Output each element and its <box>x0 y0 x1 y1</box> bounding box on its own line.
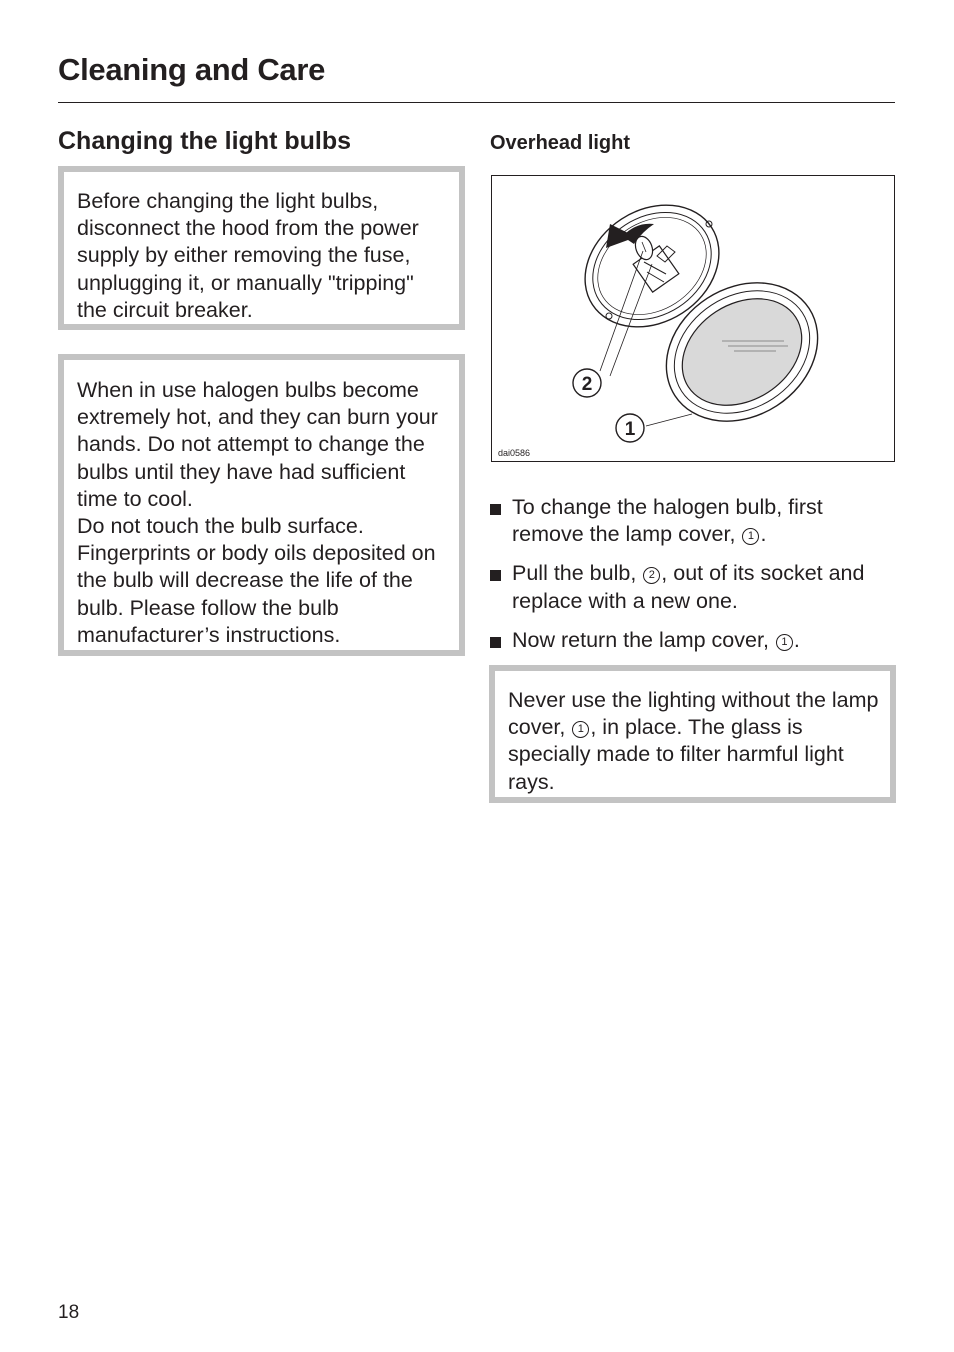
lamp-illustration <box>491 175 895 462</box>
lamp-cover <box>640 255 844 449</box>
bulb-surface-warning-text: Do not touch the bulb surface. Fingerprints or body oils deposited on the bulb will decrease the life of the bulb. Please follow the bulb manufacturer’s instructions. <box>77 514 436 647</box>
page-title: Cleaning and Care <box>58 52 326 87</box>
lamp-cover-warning-box <box>489 665 896 803</box>
circled-number-icon: 1 <box>776 634 793 651</box>
power-warning-box <box>58 166 465 330</box>
power-warning-text: Before changing the light bulbs, disconnect the hood from the power supply by either removing the fuse, unplugging it, or manually "tripping" the circuit breaker. <box>77 189 419 322</box>
callout-2 <box>573 369 601 397</box>
circled-number-icon: 1 <box>572 721 589 738</box>
svg-text:2: 2 <box>581 374 593 395</box>
lamp-drawing <box>492 176 896 463</box>
instruction-step: To change the halogen bulb, first remove the lamp cover, 1 . <box>490 494 900 548</box>
circled-number-icon: 1 <box>742 528 759 545</box>
circled-number-icon: 2 <box>643 567 660 584</box>
page-number: 18 <box>58 1302 80 1323</box>
instruction-step: Pull the bulb, 2 , out of its socket and replace with a new one. <box>490 560 900 614</box>
lamp-cover-warning-text: Never use the lighting without the lamp cover, 1 , in place. The glass is specially made to filter harmful light rays. <box>508 688 879 794</box>
hot-bulb-warning-text: When in use halogen bulbs become extremely hot, and they can burn your hands. Do not attempt to change the bulbs until they have had sufficient time to cool. <box>77 378 438 511</box>
page-header <box>58 50 895 103</box>
bullet-square-icon <box>490 637 501 648</box>
section-title: Changing the light bulbs <box>58 127 352 155</box>
instruction-list <box>490 494 900 654</box>
bullet-square-icon <box>490 570 501 581</box>
subsection-title: Overhead light <box>490 132 631 154</box>
figure-code: dai0586 <box>498 448 531 458</box>
callout-1 <box>616 414 644 442</box>
hot-bulb-warning-box <box>58 354 465 656</box>
bullet-square-icon <box>490 504 501 515</box>
svg-text:1: 1 <box>624 419 636 440</box>
instruction-step: Now return the lamp cover, 1 . <box>490 627 900 654</box>
